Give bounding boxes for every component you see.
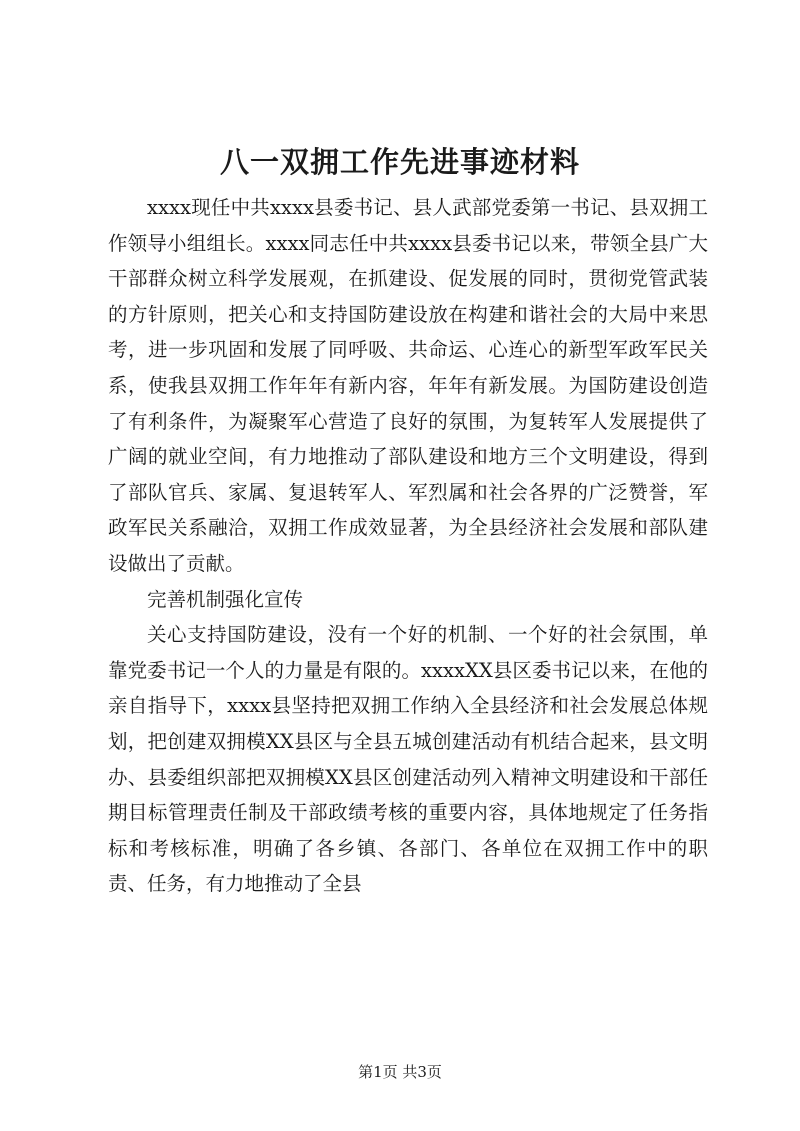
document-body [108,190,708,902]
document-title: 八一双拥工作先进事迹材料 [219,145,580,179]
page-number-footer: 第1页 共3页 [358,1063,442,1081]
paragraph-mechanism: 关心支持国防建设，没有一个好的机制、一个好的社会氛围，单靠党委书记一个人的力量是有限的。xxxxXX县区委书记以来，在他的亲自指导下，xxxx县坚持把双拥工作纳入全县经济和社会发展总体规划，把创建双拥模XX县区与全县五城创建活动有机结合起来，县文明办、县委组织部把双拥模XX县区创建活动列入精神文明建设和干部任期目标管理责任制及干部政绩考核的重要内容，具体地规定了任务指标和考核标准，明确了各乡镇、各部门、各单位在双拥工作中的职责、任务，有力地推动了全县 [108,623,708,896]
section-heading: 完善机制强化宣传 [147,587,304,611]
paragraph-intro: xxxx现任中共xxxx县委书记、县人武部党委第一书记、县双拥工作领导小组组长。xxxx同志任中共xxxx县委书记以来，带领全县广大干部群众树立科学发展观，在抓建设、促发展的同时，贯彻党管武装的方针原则，把关心和支持国防建设放在构建和谐社会的大局中来思考，进一步巩固和发展了同呼吸、共命运、心连心的新型军政军民关系，使我县双拥工作年年有新内容，年年有新发展。为国防建设创造了有利条件，为凝聚军心营造了良好的氛围，为复转军人发展提供了广阔的就业空间，有力地推动了部队建设和地方三个文明建设，得到了部队官兵、家属、复退转军人、军烈属和社会各界的广泛赞誉，军政军民关系融洽，双拥工作成效显著，为全县经济社会发展和部队建设做出了贡献。 [108,196,708,575]
